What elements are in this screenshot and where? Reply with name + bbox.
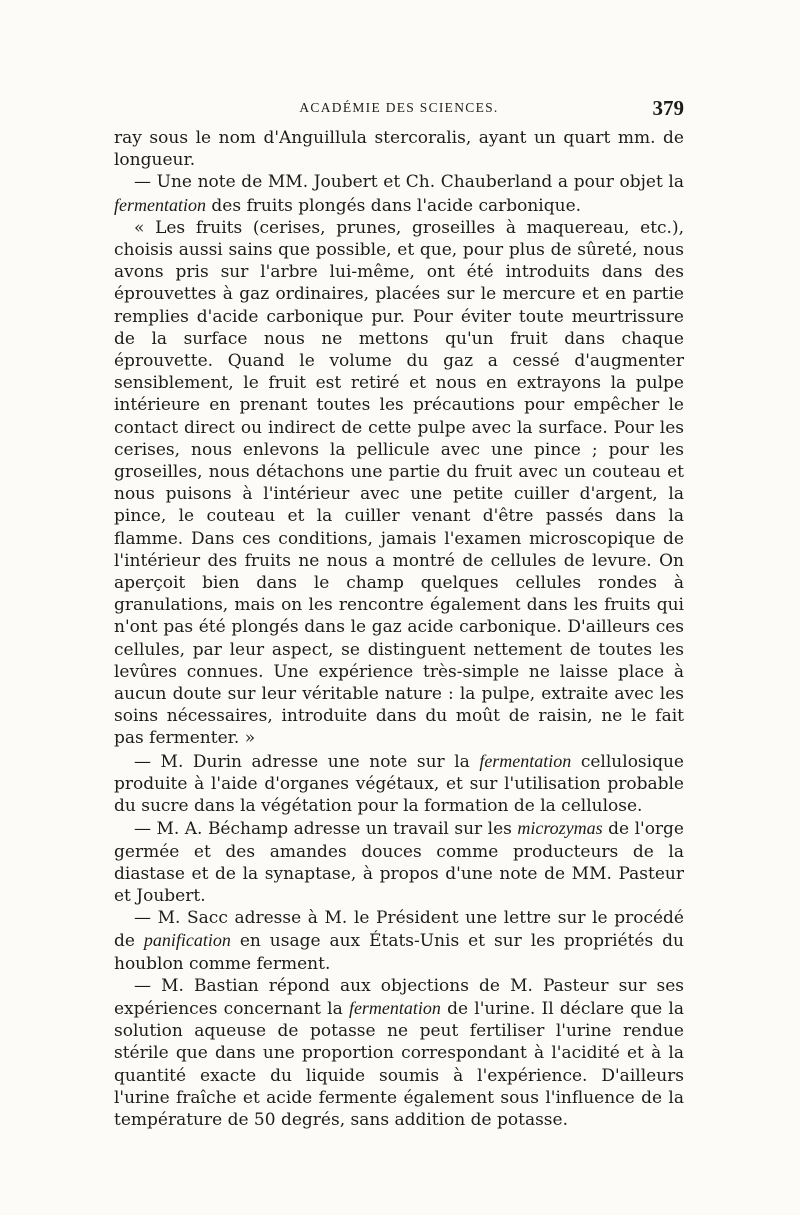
paragraph-sacc-letter — [114, 907, 684, 975]
text-run: — M. Sacc adresse à M. le Président une lettre sur le procédé de — [114, 908, 684, 952]
italic-term: panification — [143, 930, 231, 951]
italic-term: fermentation — [479, 750, 572, 771]
text-run: — M. A. Béchamp adresse un travail sur les — [134, 819, 518, 840]
text-run: en usage aux États-Unis et sur les propriétés du houblon comme ferment. — [114, 931, 684, 974]
body-text — [114, 127, 684, 1131]
text-run: cellulosique produite à l'aide d'organes végétaux, et sur l'utilisation probable du sucre dans la végétation pour la formation de la cellulose. — [114, 751, 684, 817]
paragraph-durin-note — [114, 750, 684, 818]
page-number: 379 — [652, 96, 684, 120]
paragraph-joubert-chamberland-note — [114, 171, 684, 216]
paragraph-quoted-experiment — [114, 217, 684, 750]
running-head: ACADÉMIE DES SCIENCES. — [299, 100, 499, 115]
text-run: des fruits plongés dans l'acide carbonique. — [206, 195, 582, 216]
page-header — [114, 96, 684, 126]
text-run: — M. Durin adresse une note sur la — [134, 751, 480, 772]
paragraph-continuation — [114, 127, 684, 171]
text-run: ray sous le nom d'Anguillula stercoralis, ayant un quart mm. de longueur. — [114, 128, 684, 171]
paragraph-bastian-reply — [114, 975, 684, 1131]
italic-term: fermentation — [348, 997, 441, 1018]
italic-term: fermentation — [114, 194, 206, 215]
paragraph-bechamp-note — [114, 817, 684, 907]
text-run: — Une note de MM. Joubert et Ch. Chauberland a pour objet la — [134, 172, 684, 193]
text-run: « Les fruits (cerises, prunes, groseilles à maquereau, etc.), choisis aussi sains que possible, et que, pour plus de sûreté, nous avons pris sur l'arbre lui-même, ont été introduits dans des éprouvettes à gaz ordinaires, placées sur le mercure et en partie remplies d'acide carbonique pur. Pour éviter toute meurtrissure de la surface nous ne mettons qu'un fruit dans chaque éprouvette. Quand le volume du gaz a cessé d'augmenter sensiblement, le fruit est retiré et nous en extrayons la pulpe intérieure en prenant toutes les précautions pour empêcher le contact direct ou indirect de cette pulpe avec la surface. Pour les cerises, nous enlevons la pellicule avec une pince ; pour les groseilles, nous détachons une partie du fruit avec un couteau et nous puisons à l'intérieur avec une petite cuiller d'argent, la pince, le couteau et la cuiller venant d'être passés dans la flamme. Dans ces conditions, jamais l'examen microscopique de l'intérieur des fruits ne nous a montré de cellules de levure. On aperçoit bien dans le champ quelques cellules rondes à granulations, mais on les rencontre également dans les fruits qui n'ont pas été plongés dans le gaz acide carbonique. D'ailleurs ces cellules, par leur aspect, se distinguent nettement de toutes les levûres connues. Une expérience très-simple ne laisse place à aucun doute sur leur véritable nature : la pulpe, extraite avec les soins nécessaires, introduite dans du moût de raisin, ne le fait pas fermenter. » — [114, 217, 684, 749]
text-run: — M. Bastian répond aux objections de M. Pasteur sur ses expériences concernant la — [114, 975, 684, 1019]
text-run: de l'urine. Il déclare que la solution aqueuse de potasse ne peut fertiliser l'urine rendue stérile que dans une proportion correspondant à l'acidité et à la quantité exacte du liquide soumis à l'expérience. D'ailleurs l'urine fraîche et acide fermente également sous l'influence de la température de 50 degrés, sans addition de potasse. — [114, 998, 684, 1130]
italic-term: microzymas — [517, 818, 603, 839]
text-run: de l'orge germée et des amandes douces comme producteurs de la diastase et de la synaptase, à propos d'une note de MM. Pasteur et Joubert. — [114, 819, 684, 906]
